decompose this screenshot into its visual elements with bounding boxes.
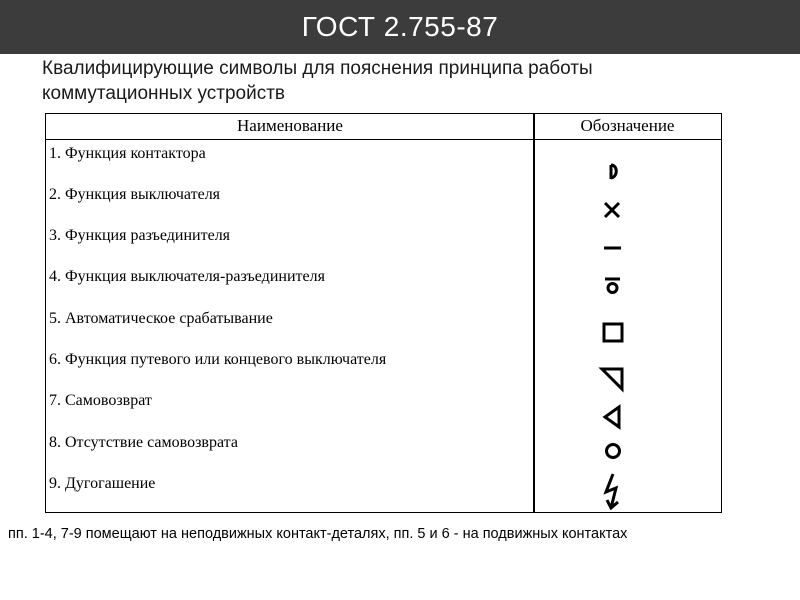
table-row-label: 6. Функция путевого или концевого выключателя <box>49 351 387 368</box>
table-row-label: 5. Автоматическое срабатывание <box>49 310 273 327</box>
table-header <box>46 114 721 140</box>
corner-triangle-symbol-icon <box>598 363 628 393</box>
dash-symbol-icon <box>598 233 628 263</box>
cross-symbol-icon <box>598 195 628 225</box>
contactor-symbol-icon <box>598 157 628 187</box>
column-divider <box>533 114 535 512</box>
subtitle-line-1: Квалифицирующие символы для пояснения принципа работы <box>42 58 593 79</box>
dash-over-circle-symbol-icon <box>598 270 628 300</box>
square-symbol-icon <box>598 318 628 348</box>
page-title: ГОСТ 2.755-87 <box>301 11 499 42</box>
title-bar <box>0 0 800 54</box>
table-row-label: 9. Дугогашение <box>49 475 156 492</box>
table-row-label: 4. Функция выключателя-разъединителя <box>49 268 325 285</box>
column-header-name: Наименование <box>237 116 343 135</box>
left-triangle-symbol-icon <box>598 402 628 432</box>
table-row-label: 7. Самовозврат <box>49 392 152 409</box>
table-row-label: 8. Отсутствие самовозврата <box>49 434 238 451</box>
footnote: пп. 1-4, 7-9 помещают на неподвижных контакт-деталях, пп. 5 и 6 - на подвижных контактах <box>8 526 628 542</box>
table-row-label: 3. Функция разъединителя <box>49 227 231 244</box>
column-header-symbol: Обозначение <box>580 116 675 135</box>
table-row-label: 1. Функция контактора <box>49 145 206 162</box>
lightning-bolt-symbol-icon <box>598 472 628 510</box>
subtitle <box>42 56 742 106</box>
circle-symbol-icon <box>598 436 628 466</box>
subtitle-line-2: коммутационных устройств <box>42 83 286 104</box>
table-row-label: 2. Функция выключателя <box>49 186 221 203</box>
